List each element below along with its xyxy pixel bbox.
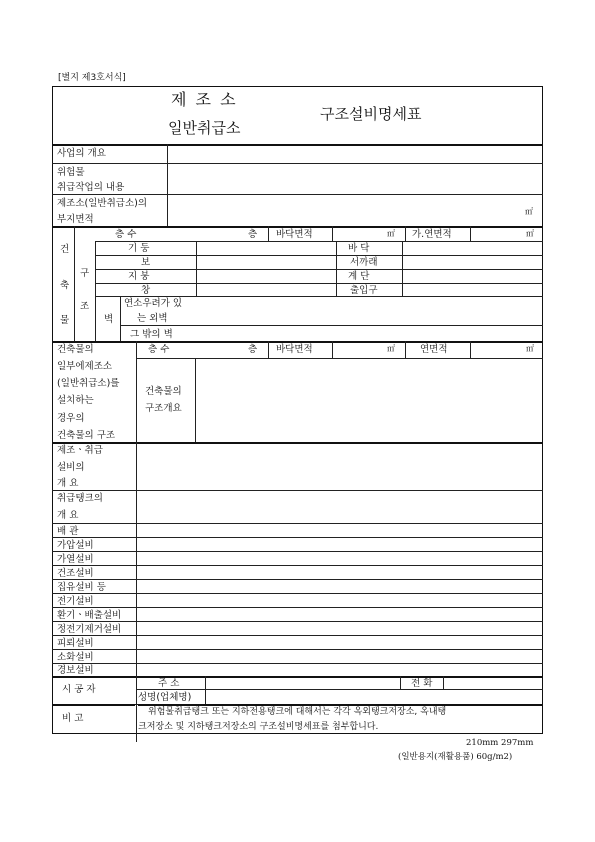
- structure-overview-label-2: 구조개요: [145, 403, 182, 414]
- divider: [52, 676, 543, 678]
- divider: [74, 226, 75, 341]
- piping-label: 배 관: [57, 526, 79, 537]
- mfg-facility-label-2: 설비의: [57, 462, 85, 473]
- lightning-label: 피뢰설비: [57, 638, 94, 649]
- structure-char-1: 구: [80, 268, 90, 279]
- partial-floors-label: 층 수: [148, 344, 170, 355]
- divider: [120, 325, 543, 326]
- wall-label: 벽: [104, 314, 114, 325]
- partial-label-2: 일부에제조소: [57, 361, 113, 372]
- paper-spec: (일반용지(재활용품) 60g/m2): [398, 752, 513, 762]
- divider: [400, 676, 401, 689]
- partial-area-unit: ㎡: [387, 344, 395, 353]
- floor-label: 바 닥: [348, 243, 370, 254]
- ventilation-label: 환기ㆍ배출설비: [57, 610, 122, 621]
- paper-size: 210mm 297mm: [466, 738, 534, 748]
- roof-label: 지 붕: [128, 271, 150, 282]
- partial-floor-unit: 층: [248, 344, 258, 355]
- partial-label-3: (일반취급소)를: [57, 378, 120, 389]
- divider: [52, 490, 543, 491]
- divider: [443, 676, 444, 689]
- mfg-facility-label-3: 개 요: [57, 478, 79, 489]
- static-removal-label: 정전기제거설비: [57, 624, 122, 635]
- mfg-facility-label: 제조ㆍ취급: [57, 445, 103, 456]
- business-overview-label: 사업의 개요: [57, 148, 106, 159]
- window-label: 창: [141, 285, 151, 296]
- form-tag: [별지 제3호서식]: [58, 73, 126, 83]
- divider: [136, 704, 137, 734]
- drying-label: 건조설비: [57, 568, 94, 579]
- total-area-label: 가.연면적: [412, 229, 452, 240]
- divider: [95, 255, 543, 256]
- tank-overview-label-2: 개 요: [57, 510, 79, 521]
- address-label: 주 소: [158, 678, 180, 689]
- contractor-label: 시 공 자: [62, 684, 96, 695]
- floors-label: 층 수: [115, 229, 137, 240]
- partial-total-area-label: 연면적: [420, 344, 448, 355]
- divider: [136, 689, 543, 690]
- divider: [52, 551, 543, 552]
- divider: [52, 565, 543, 566]
- rafter-label: 서까래: [350, 257, 378, 268]
- site-area-unit: ㎡: [525, 207, 533, 216]
- heating-label: 가열설비: [57, 554, 94, 565]
- company-name-label: 성명(업체명): [138, 692, 192, 703]
- divider: [268, 341, 269, 358]
- remarks-text-1: 위험물취급탱크 또는 지하전용탱크에 대해서는 각각 옥외탱크저장소, 옥내탱: [148, 707, 447, 717]
- exit-label: 출입구: [350, 285, 378, 296]
- structure-overview-label: 건축물의: [145, 386, 182, 397]
- hazmat-work-label: 취급작업의 내용: [57, 182, 125, 193]
- divider: [136, 341, 137, 742]
- divider: [470, 226, 471, 241]
- divider: [52, 442, 543, 444]
- divider: [268, 226, 269, 241]
- divider: [332, 226, 333, 241]
- pressurizing-label: 가압설비: [57, 540, 94, 551]
- divider: [52, 621, 543, 622]
- divider: [402, 241, 403, 296]
- floor-area-unit: ㎡: [387, 229, 395, 238]
- divider: [120, 296, 121, 341]
- hazmat-label: 위험물: [57, 167, 85, 178]
- oil-collection-label: 집유설비 등: [57, 582, 106, 593]
- divider: [336, 241, 337, 296]
- building-char-1: 건: [60, 244, 70, 255]
- partial-label-6: 건축물의 구조: [57, 430, 116, 441]
- fire-wall-label-2: 는 외벽: [137, 313, 168, 324]
- divider: [52, 635, 543, 636]
- phone-label: 전 화: [411, 678, 433, 689]
- divider: [52, 144, 543, 146]
- divider: [52, 579, 543, 580]
- divider: [52, 194, 543, 195]
- structure-char-2: 조: [80, 301, 90, 312]
- title-general-handling: 일반취급소: [168, 119, 241, 137]
- building-char-2: 축: [60, 280, 70, 291]
- partial-label-1: 건축물의: [57, 344, 94, 355]
- floor-area-label: 바닥면적: [276, 229, 313, 240]
- divider: [52, 649, 543, 650]
- divider: [332, 341, 333, 358]
- title-manufacturing: 제 조 소: [171, 90, 238, 109]
- fire-extinguishing-label: 소화설비: [57, 652, 94, 663]
- divider: [52, 593, 543, 594]
- beam-label: 보: [141, 257, 151, 268]
- divider: [52, 607, 543, 608]
- divider: [52, 704, 543, 706]
- divider: [136, 358, 543, 359]
- divider: [95, 241, 96, 341]
- divider: [470, 341, 471, 358]
- page-title: 구조설비명세표: [320, 105, 422, 123]
- partial-label-5: 경우의: [57, 413, 85, 424]
- alarm-label: 경보설비: [57, 665, 94, 676]
- divider: [52, 523, 543, 524]
- partial-floor-area-label: 바닥면적: [276, 344, 313, 355]
- divider: [195, 358, 196, 442]
- divider: [52, 163, 543, 164]
- other-wall-label: 그 밖의 벽: [130, 329, 173, 340]
- pillar-label: 기 둥: [128, 243, 150, 254]
- divider: [167, 144, 168, 226]
- electrical-label: 전기설비: [57, 596, 94, 607]
- divider: [95, 241, 543, 242]
- floor-unit: 층: [248, 229, 258, 240]
- fire-wall-label: 연소우려가 있: [124, 298, 183, 309]
- divider: [52, 537, 543, 538]
- divider: [405, 341, 406, 358]
- partial-total-area-unit: ㎡: [526, 344, 534, 353]
- divider: [52, 663, 543, 664]
- site-area-label: 제조소(일반취급소)의: [57, 198, 148, 209]
- remarks-label: 비 고: [62, 713, 84, 724]
- divider: [196, 241, 197, 296]
- site-area-label-2: 부지면적: [57, 214, 94, 225]
- divider: [95, 283, 543, 284]
- partial-label-4: 설치하는: [57, 395, 94, 406]
- remarks-text-2: 크저장소 및 지하탱크저장소의 구조설비명세표를 첨부합니다.: [138, 722, 379, 732]
- building-char-3: 물: [60, 315, 70, 326]
- divider: [95, 269, 543, 270]
- divider: [405, 226, 406, 241]
- total-area-unit: ㎡: [526, 229, 534, 238]
- stairs-label: 계 단: [348, 271, 370, 282]
- divider: [95, 296, 543, 297]
- tank-overview-label: 취급탱크의: [57, 493, 103, 504]
- divider: [205, 676, 206, 704]
- form-frame: [52, 86, 543, 734]
